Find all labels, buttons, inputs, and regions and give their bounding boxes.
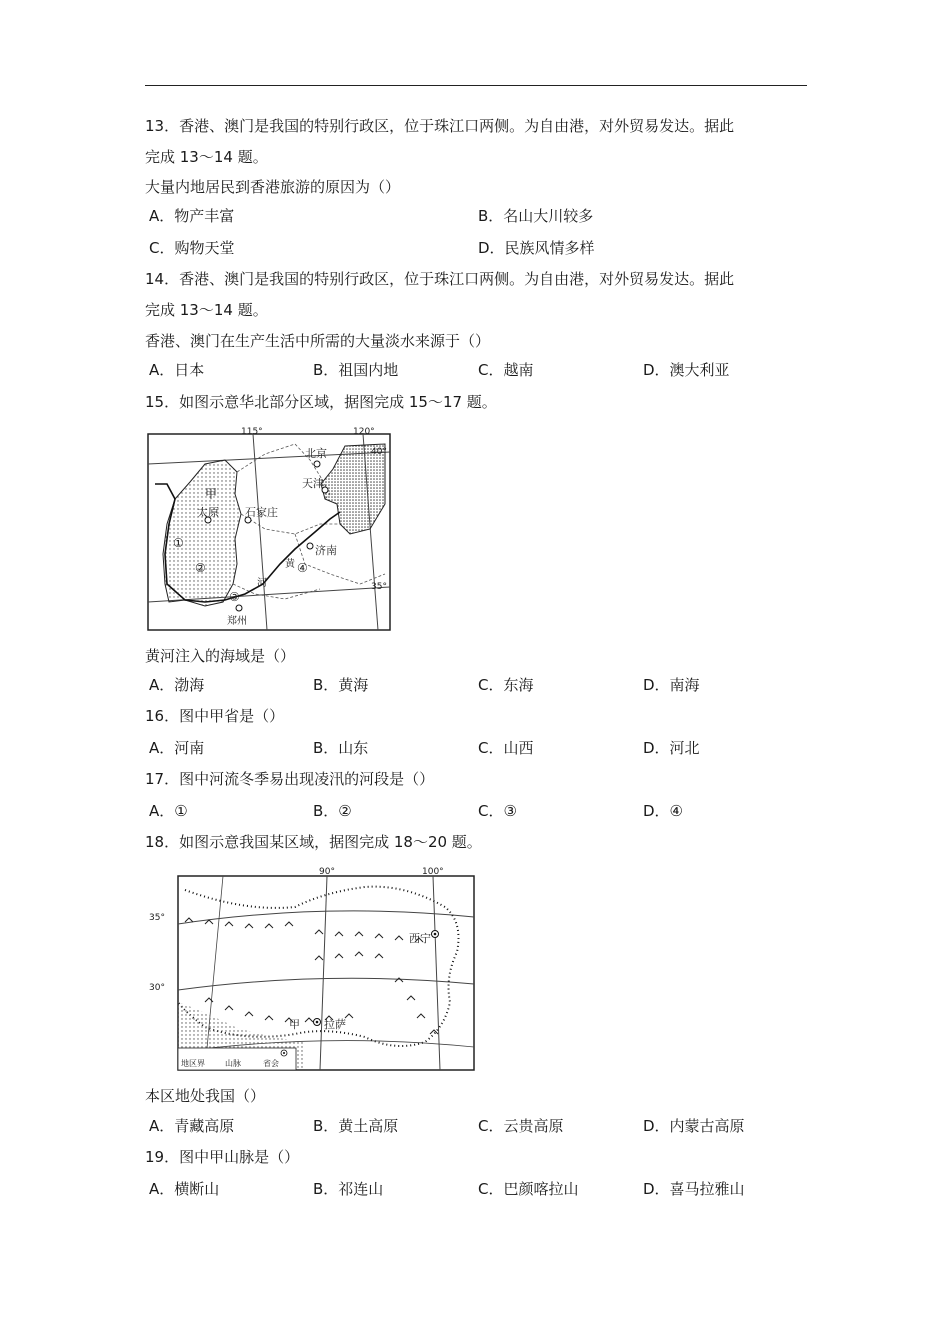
map1-jia-label: 甲 — [205, 487, 218, 501]
q18-question: 本区地处我国（） — [145, 1087, 266, 1105]
q14-option-a[interactable]: A．日本 — [149, 361, 205, 379]
map1-lon-120: 120° — [353, 427, 375, 437]
map1-river-label-2: 河 — [257, 578, 267, 589]
q14-question: 香港、澳门在生产生活中所需的大量淡水来源于（） — [145, 332, 491, 350]
map2-xining-label: 西宁 — [409, 932, 431, 945]
q16-option-b[interactable]: B．山东 — [313, 739, 369, 757]
q17-option-c[interactable]: C．③ — [478, 802, 517, 820]
q16-option-a[interactable]: A．河南 — [149, 739, 205, 757]
q13-option-c[interactable]: C．购物天堂 — [149, 239, 235, 257]
map2-jia-label: 甲 — [289, 1018, 300, 1031]
tibet-plateau-map — [145, 862, 485, 1077]
map2-legend-mountain: 山脉 — [225, 1059, 241, 1068]
map2-lat-30: 30° — [149, 983, 165, 993]
q15-option-b[interactable]: B．黄海 — [313, 676, 369, 694]
map1-lat-40: 40° — [371, 447, 387, 457]
map1-taiyuan-label: 太原 — [197, 506, 219, 519]
q17-option-a[interactable]: A．① — [149, 802, 188, 820]
map2-lon-90: 90° — [319, 867, 335, 877]
map1-shijiazhuang-label: 石家庄 — [245, 506, 278, 519]
map1-segment-2: ② — [195, 561, 206, 575]
q14-stem-line1: 14．香港、澳门是我国的特别行政区，位于珠江口两侧。为自由港，对外贸易发达。据此 — [145, 270, 735, 288]
north-china-map — [145, 424, 395, 634]
map2-legend-capital: 省会 — [263, 1059, 279, 1068]
map2-lon-100: 100° — [422, 867, 444, 877]
q16-option-d[interactable]: D．河北 — [643, 739, 700, 757]
q15-option-d[interactable]: D．南海 — [643, 676, 700, 694]
map1-segment-4: ④ — [297, 561, 308, 575]
map1-segment-3: ③ — [229, 590, 240, 604]
q14-option-b[interactable]: B．祖国内地 — [313, 361, 399, 379]
q17-option-d[interactable]: D．④ — [643, 802, 683, 820]
q17-stem: 17．图中河流冬季易出现凌汛的河段是（） — [145, 770, 435, 788]
map1-jinan-label: 济南 — [315, 544, 337, 557]
q18-option-a[interactable]: A．青藏高原 — [149, 1117, 235, 1135]
map2-lhasa-label: 拉萨 — [324, 1018, 346, 1031]
map2-lat-35: 35° — [149, 913, 165, 923]
q13-option-a[interactable]: A．物产丰富 — [149, 207, 235, 225]
map2-legend-boundary: 地区界 — [181, 1059, 205, 1068]
q17-option-b[interactable]: B．② — [313, 802, 352, 820]
q13-stem-line1: 13．香港、澳门是我国的特别行政区，位于珠江口两侧。为自由港，对外贸易发达。据此 — [145, 117, 735, 135]
q15-option-c[interactable]: C．东海 — [478, 676, 534, 694]
q19-option-d[interactable]: D．喜马拉雅山 — [643, 1180, 745, 1198]
q13-option-d[interactable]: D．民族风情多样 — [478, 239, 595, 257]
q14-option-d[interactable]: D．澳大利亚 — [643, 361, 730, 379]
q14-option-c[interactable]: C．越南 — [478, 361, 534, 379]
q16-option-c[interactable]: C．山西 — [478, 739, 534, 757]
q13-stem-line2: 完成 13～14 题。 — [145, 148, 268, 166]
q18-option-d[interactable]: D．内蒙古高原 — [643, 1117, 745, 1135]
map1-lon-115: 115° — [241, 427, 263, 437]
map1-beijing-label: 北京 — [305, 447, 327, 460]
map1-river-label-1: 黄 — [285, 559, 295, 570]
q15-stem: 15．如图示意华北部分区域，据图完成 15～17 题。 — [145, 393, 497, 411]
map1-segment-1: ① — [173, 536, 184, 550]
map1-lat-35: 35° — [371, 582, 387, 592]
q13-question: 大量内地居民到香港旅游的原因为（） — [145, 178, 401, 196]
q14-stem-line2: 完成 13～14 题。 — [145, 301, 268, 319]
q19-option-a[interactable]: A．横断山 — [149, 1180, 220, 1198]
map1-zhengzhou-label: 郑州 — [227, 616, 247, 627]
q18-option-c[interactable]: C．云贵高原 — [478, 1117, 564, 1135]
q13-option-b[interactable]: B．名山大川较多 — [478, 207, 594, 225]
q18-stem: 18．如图示意我国某区域，据图完成 18～20 题。 — [145, 833, 482, 851]
q18-option-b[interactable]: B．黄土高原 — [313, 1117, 399, 1135]
header-rule — [145, 85, 807, 86]
q19-stem: 19．图中甲山脉是（） — [145, 1148, 300, 1166]
q19-option-c[interactable]: C．巴颜喀拉山 — [478, 1180, 579, 1198]
q16-stem: 16．图中甲省是（） — [145, 707, 285, 725]
q19-option-b[interactable]: B．祁连山 — [313, 1180, 384, 1198]
q15-question: 黄河注入的海域是（） — [145, 647, 296, 665]
q15-option-a[interactable]: A．渤海 — [149, 676, 205, 694]
map1-tianjin-label: 天津 — [302, 477, 324, 490]
